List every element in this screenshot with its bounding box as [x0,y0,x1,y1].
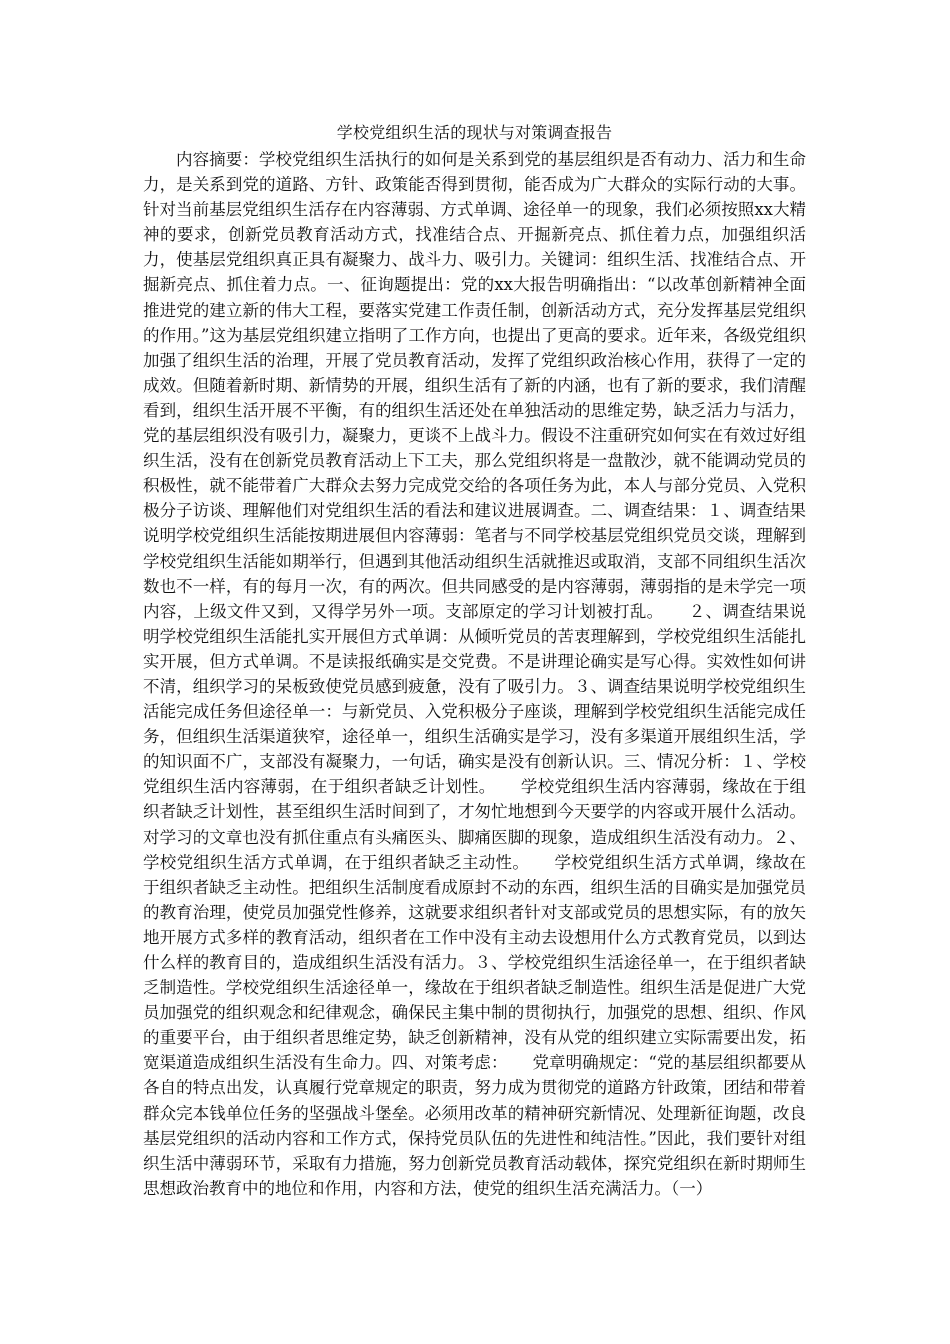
document-title: 学校党组织生活的现状与对策调查报告 [336,123,613,142]
document-body-paragraph: 内容摘要：学校党组织生活执行的如何是关系到党的基层组织是否有动力、活力和生命力，是关系到党的道路、方针、政策能否得到贯彻，能否成为广大群众的实际行动的大事。针对当前基层党组织生活存在内容薄弱、方式单调、途径单一的现象，我们必须按照xx大精神的要求，创新党员教育活动方式，找准结合点、开掘新亮点、抓住着力点，加强组织活力，使基层党组织真正具有凝聚力、战斗力、吸引力。关键词：组织生活、找准结合点、开掘新亮点、抓住着力点。一、征询题提出：党的xx大报告明确指出：“以改革创新精神全面推进党的建立新的伟大工程，要落实党建工作责任制，创新活动方式，充分发挥基层党组织的作用。”这为基层党组织建立指明了工作方向，也提出了更高的要求。近年来，各级党组织加强了组织生活的治理，开展了党员教育活动，发挥了党组织政治核心作用，获得了一定的成效。但随着新时期、新情势的开展，组织生活有了新的内涵，也有了新的要求，我们清醒看到，组织生活开展不平衡，有的组织生活还处在单独活动的思维定势，缺乏活力与活力，党的基层组织没有吸引力，凝聚力，更谈不上战斗力。假设不注重研究如何实在有效过好组织生活，没有在创新党员教育活动上下工夫，那么党组织将是一盘散沙，就不能调动党员的积极性，就不能带着广大群众去努力完成党交给的各项任务为此，本人与部分党员、入党积极分子访谈、理解他们对党组织生活的看法和建议进展调查。二、调查结果：１、调查结果说明学校党组织生活能按期进展但内容薄弱：笔者与不同学校基层党组织党员交谈，理解到学校党组织生活能如期举行，但遇到其他活动组织生活就推迟或取消，支部不同组织生活次数也不一样，有的每月一次，有的两次。但共同感受的是内容薄弱，薄弱指的是未学完一项内容，上级文件又到，又得学另外一项。支部原定的学习计划被打乱。 ２、调查结果说明学校党组织生活能扎实开展但方式单调：从倾听党员的苦衷理解到，学校党组织生活能扎实开展，但方式单调。不是读报纸确实是交党费。不是讲理论确实是写心得。实效性如何讲不清，组织学习的呆板致使党员感到疲惫，没有了吸引力。３、调查结果说明学校党组织生活能完成任务但途径单一：与新党员、入党积极分子座谈，理解到学校党组织生活能完成任务，但组织生活渠道狭窄，途径单一，组织生活确实是学习，没有多渠道开展组织生活，学的知识面不广，支部没有凝聚力，一句话，确实是没有创新认识。三、情况分析：１、学校党组织生活内容薄弱，在于组织者缺乏计划性。 学校党组织生活内容薄弱，缘故在于组织者缺乏计划性，甚至组织生活时间到了，才匆忙地想到今天要学的内容或开展什么活动。对学习的文章也没有抓住重点有头痛医头、脚痛医脚的现象，造成组织生活没有动力。２、学校党组织生活方式单调，在于组织者缺乏主动性。 学校党组织生活方式单调，缘故在于组织者缺乏主动性。把组织生活制度看成原封不动的东西，组织生活的目确实是加强党员的教育治理，使党员加强党性修养，这就要求组织者针对支部或党员的思想实际，有的放矢地开展方式多样的教育活动，组织者在工作中没有主动去设想用什么方式教育党员，以到达什么样的教育目的，造成组织生活没有活力。３、学校党组织生活途径单一，在于组织者缺乏制造性。学校党组织生活途径单一，缘故在于组织者缺乏制造性。组织生活是促进广大党员加强党的组织观念和纪律观念，确保民主集中制的贯彻执行，加强党的思想、组织、作风的重要平台，由于组织者思维定势，缺乏创新精神，没有从党的组织建立实际需要出发，拓宽渠道造成组织生活没有生命力。四、对策考虑： 党章明确规定：“党的基层组织都要从各自的特点出发，认真履行党章规定的职责，努力成为贯彻党的道路方针政策，团结和带着群众完本钱单位任务的坚强战斗堡垒。必须用改革的精神研究新情况、处理新征询题，改良基层党组织的活动内容和工作方式，保持党员队伍的先进性和纯洁性。”因此，我们要针对组织生活中薄弱环节，采取有力措施，努力创新党员教育活动载体，探究党组织在新时期师生思想政治教育中的地位和作用，内容和方法，使党的组织生活充满活力。（一） [143,150,806,1198]
document-content [143,120,806,1201]
